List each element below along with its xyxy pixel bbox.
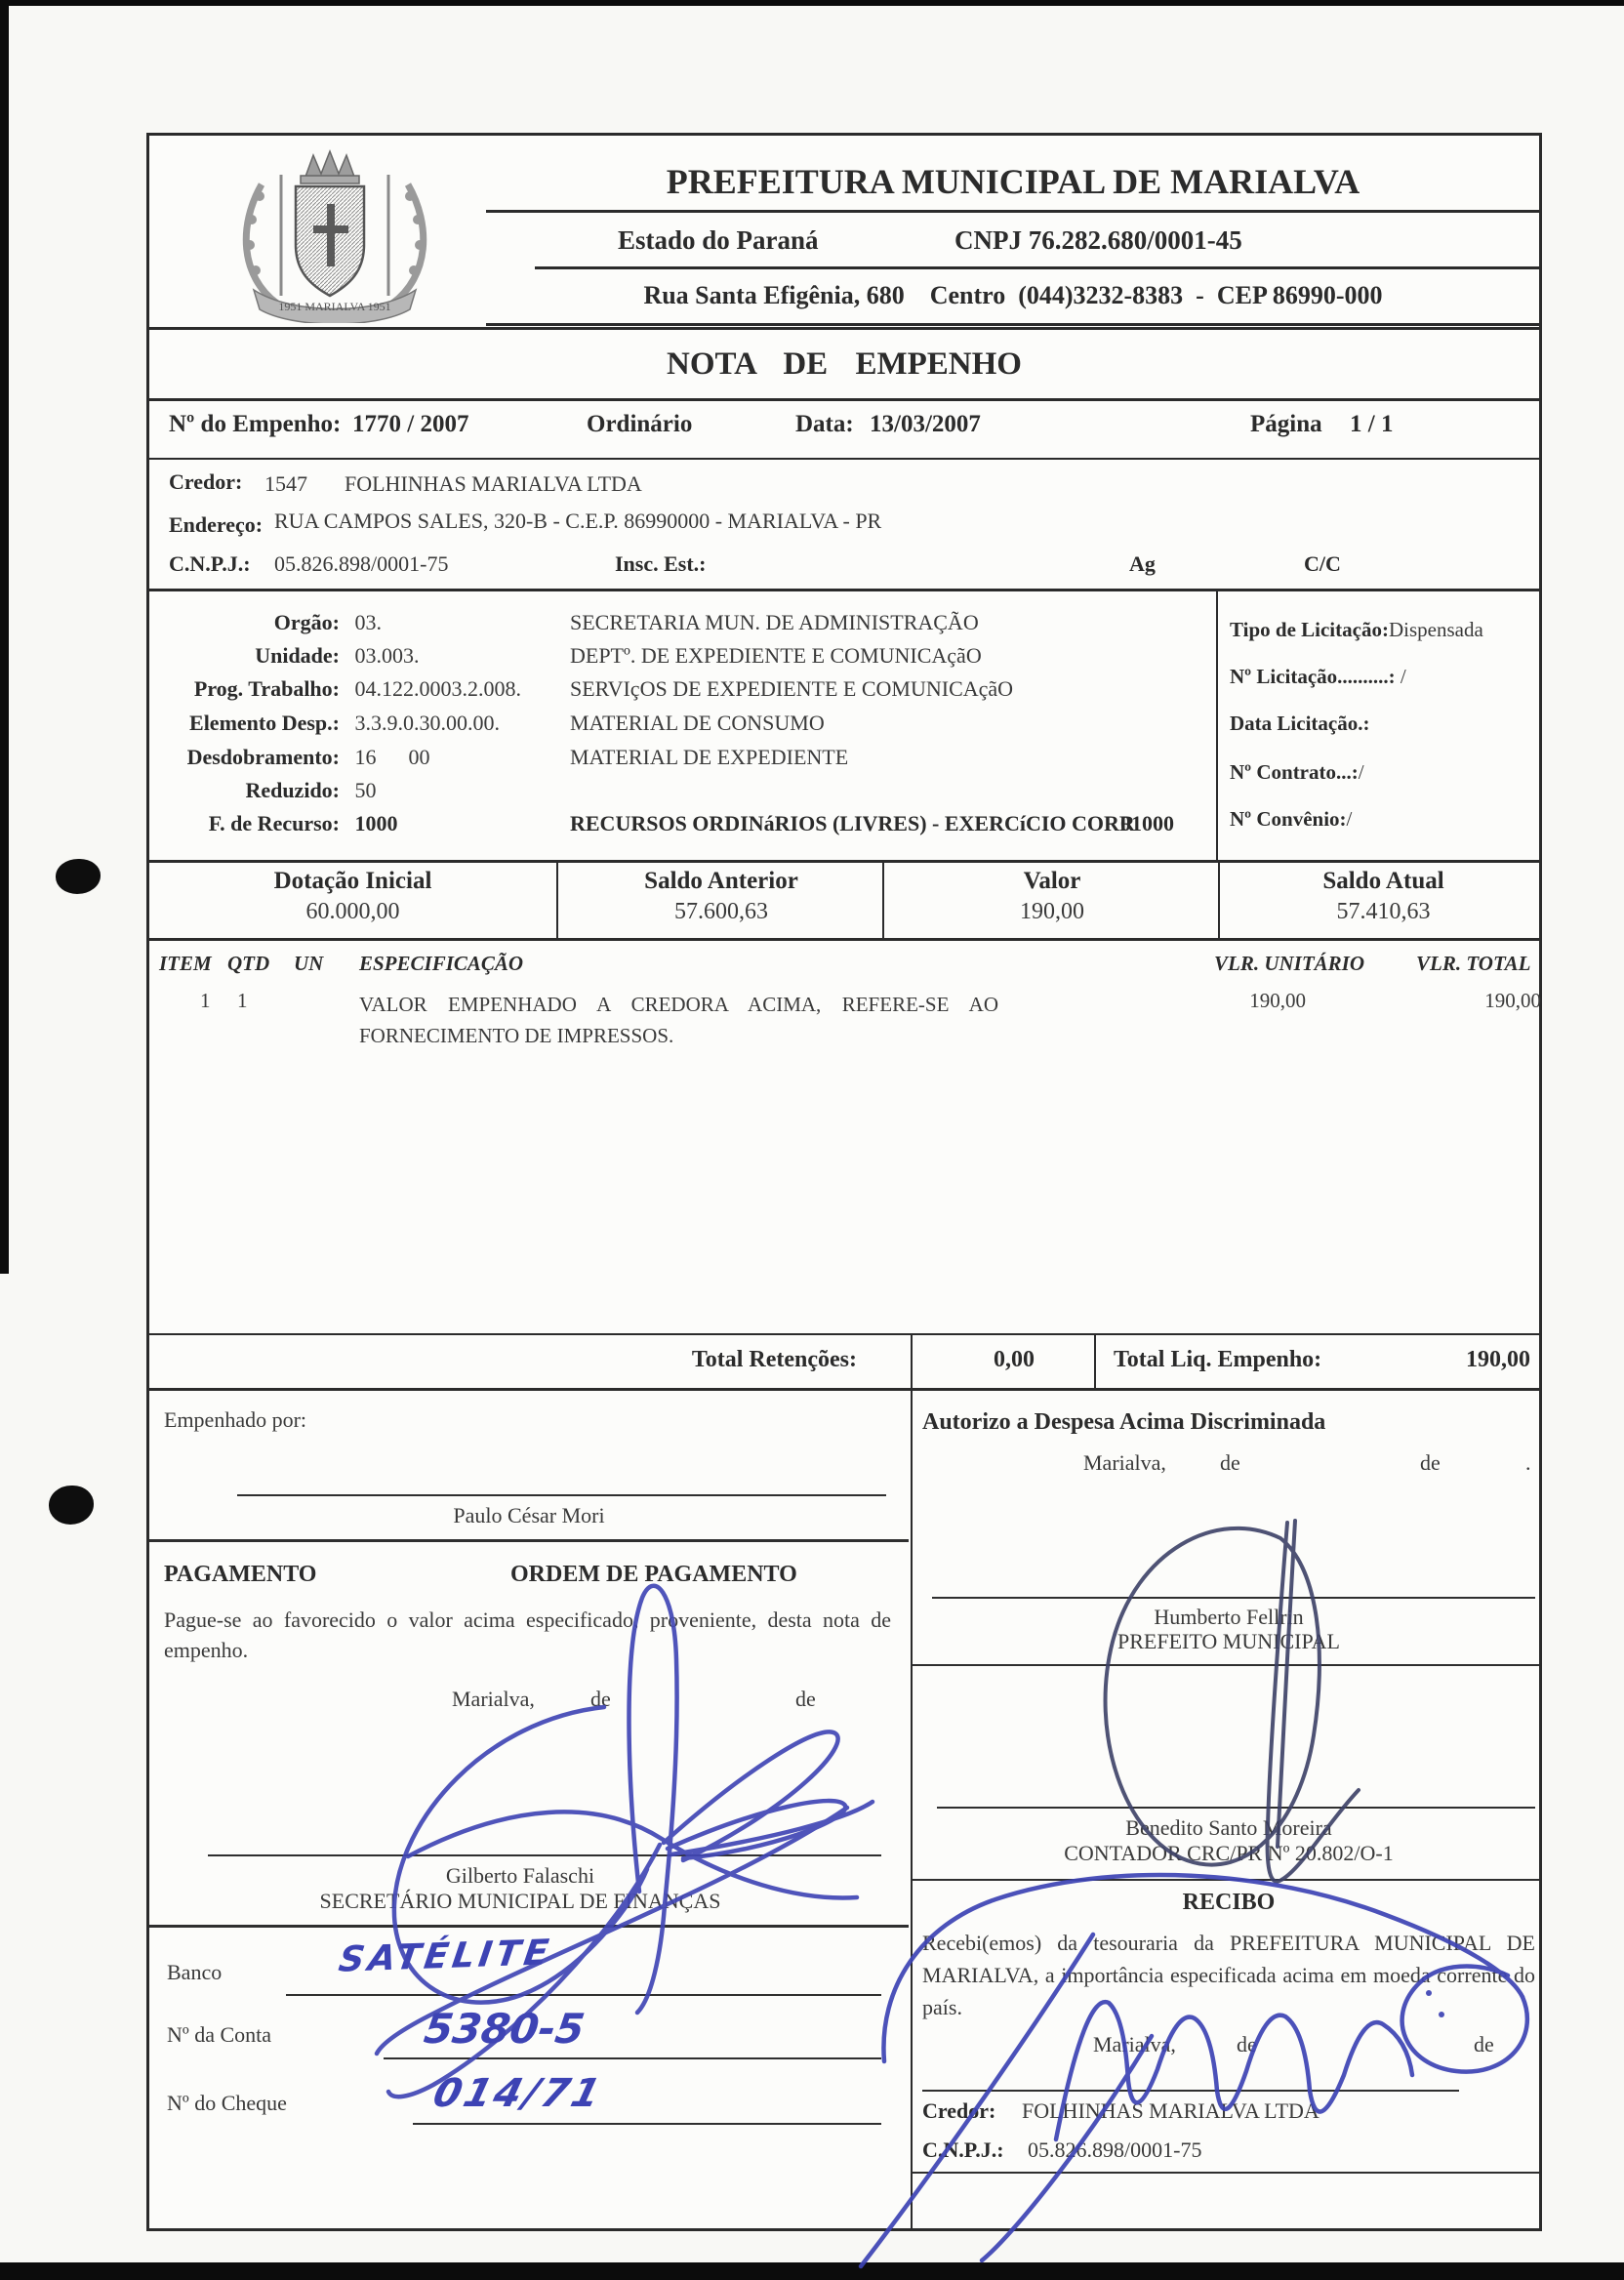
contador-signature-line — [937, 1807, 1535, 1809]
empenhado-signer-name: Paulo César Mori — [453, 1503, 605, 1527]
recurso-code: 1000 — [354, 811, 398, 835]
total-liq-value: 190,00 — [1466, 1347, 1530, 1372]
desdobramento-code: 16 00 — [354, 745, 430, 769]
licitacao-box — [1216, 589, 1545, 860]
qtd-header: QTD — [227, 952, 270, 975]
tipo-licitacao-row — [1230, 618, 1483, 642]
scan-edge-left — [0, 0, 9, 1274]
cheque-label: Nº do Cheque — [167, 2091, 287, 2115]
header-row-2 — [535, 212, 1540, 269]
row-unidade — [149, 641, 982, 671]
recibo-cnpj-value: 05.826.898/0001-75 — [1028, 2138, 1202, 2162]
unidade-label: Unidade: — [255, 643, 340, 668]
row-recurso — [149, 809, 1174, 838]
autorizo-period: . — [1525, 1450, 1531, 1475]
lower-area — [149, 1388, 1539, 2228]
prog-trabalho-code: 04.122.0003.2.008. — [354, 676, 521, 701]
orgao-desc: SECRETARIA MUN. DE ADMINISTRAÇÃO — [570, 610, 979, 634]
totais-divider-2 — [1094, 1333, 1096, 1388]
saldo-col-valor — [882, 860, 1220, 938]
recibo-credor-signature-line — [922, 2090, 1459, 2092]
banco-underline — [286, 1994, 881, 1996]
empenhado-por-label: Empenhado por: — [164, 1407, 307, 1432]
cnpj-field-label: C.N.P.J.: — [169, 551, 251, 576]
dotacao-inicial-value: 60.000,00 — [305, 899, 400, 924]
credor-band — [149, 458, 1539, 591]
right-column — [913, 1388, 1539, 2228]
saldo-anterior-header: Saldo Anterior — [644, 868, 798, 894]
row-reduzido — [149, 776, 565, 805]
doc-title: NOTA DE EMPENHO — [667, 346, 1022, 382]
state-label: Estado do Paraná — [618, 225, 819, 255]
classification-band — [149, 589, 1539, 863]
num-licitacao-value: / — [1400, 665, 1406, 688]
row-desdobramento — [149, 743, 848, 772]
recibo-credor-value: FOLHINHAS MARIALVA LTDA — [1022, 2098, 1320, 2123]
row-prog-trabalho — [149, 674, 1013, 704]
secretario-signature-line — [208, 1854, 881, 1856]
document-frame — [146, 133, 1542, 2231]
municipality-title: PREFEITURA MUNICIPAL DE MARIALVA — [486, 153, 1540, 213]
contador-signer-title: CONTADOR CRC/PR Nº 20.802/O-1 — [1064, 1841, 1394, 1865]
banco-handwritten-value: SATÉLITE — [336, 1933, 555, 1980]
cnpj-label: CNPJ 76.282.680/0001-45 — [954, 225, 1242, 255]
left-column — [149, 1388, 909, 2228]
empenho-data: 13/03/2007 — [870, 411, 981, 437]
valor-header: Valor — [1023, 868, 1081, 894]
prefeito-signer-name: Humberto Fellrin — [1154, 1605, 1304, 1629]
logo-banner-text: 1951 MARIALVA 1951 — [278, 300, 391, 313]
unidade-desc: DEPTº. DE EXPEDIENTE E COMUNICAçãO — [570, 643, 982, 668]
data-licitacao-row — [1230, 712, 1369, 736]
pagamento-de-1: de — [590, 1687, 611, 1711]
banco-label: Banco — [167, 1960, 223, 1984]
coat-of-arms-logo — [203, 147, 467, 323]
recibo-credor-label: Credor: — [922, 2098, 996, 2123]
item-header: ITEM — [159, 952, 212, 975]
vlr-unitario-header: VLR. UNITÁRIO — [1214, 952, 1365, 975]
dotacao-inicial-header: Dotação Inicial — [273, 868, 432, 894]
recibo-body-text: Recebi(emos) da tesouraria da PREFEITURA MUNICIPAL DE MARIALVA, a importância especificada acima em moeda corrente do país. — [922, 1931, 1535, 2019]
autorizo-title: Autorizo a Despesa Acima Discriminada — [922, 1409, 1326, 1435]
conta-label: Nº da Conta — [167, 2022, 272, 2047]
recurso-label: F. de Recurso: — [208, 811, 340, 835]
left-divider-1 — [149, 1539, 909, 1542]
convenio-label: Nº Convênio: — [1230, 807, 1347, 831]
item-vlr-unitario: 190,00 — [1249, 989, 1306, 1012]
orgao-code: 03. — [354, 610, 382, 634]
recibo-de-2: de — [1474, 2032, 1494, 2056]
conta-underline — [384, 2057, 881, 2059]
right-divider-2 — [913, 1879, 1539, 1881]
row-orgao — [149, 608, 979, 637]
item-vlr-total: 190,00 — [1484, 989, 1541, 1012]
itens-band — [149, 938, 1539, 1335]
address-line: Rua Santa Efigênia, 680 Centro (044)3232-8383 - CEP 86990-000 — [486, 268, 1540, 326]
item-number: 1 — [200, 989, 211, 1012]
saldo-atual-header: Saldo Atual — [1322, 868, 1444, 894]
recibo-de-1: de — [1237, 2032, 1257, 2056]
insc-est-label: Insc. Est.: — [615, 551, 707, 576]
secretario-signer-title: SECRETÁRIO MUNICIPAL DE FINANÇAS — [319, 1889, 721, 1913]
data-licitacao-label: Data Licitação.: — [1230, 712, 1370, 735]
contador-signer-name: Benedito Santo Moreira — [1125, 1815, 1332, 1840]
item-especificacao: VALOR EMPENHADO A CREDORA ACIMA, REFERE-SE AO FORNECIMENTO DE IMPRESSOS. — [359, 993, 998, 1047]
contrato-row — [1230, 760, 1364, 785]
cc-label: C/C — [1304, 551, 1341, 576]
recibo-title: RECIBO — [1182, 1890, 1276, 1915]
scan-edge-bottom — [0, 2262, 1624, 2280]
empenho-band — [149, 395, 1539, 460]
doc-title-band — [149, 327, 1539, 401]
row-elemento — [149, 709, 825, 738]
reduzido-code: 50 — [354, 778, 377, 802]
credor-nome: FOLHINHAS MARIALVA LTDA — [345, 471, 642, 496]
pagamento-city: Marialva, — [452, 1687, 535, 1711]
conta-handwritten-value: 5380-5 — [421, 2005, 589, 2053]
recurso-extra-code: 01000 — [1120, 811, 1174, 835]
credor-codigo: 1547 — [264, 471, 307, 496]
saldo-col-anterior — [556, 860, 884, 938]
totais-band — [149, 1333, 1539, 1391]
contrato-value: / — [1358, 760, 1364, 784]
cnpj-field-value: 05.826.898/0001-75 — [274, 551, 449, 576]
total-liq-label: Total Liq. Empenho: — [1114, 1347, 1322, 1372]
elemento-desc: MATERIAL DE CONSUMO — [570, 711, 825, 735]
num-licitacao-label: Nº Licitação..........: — [1230, 665, 1396, 688]
pagina-label: Página — [1250, 411, 1322, 437]
prefeito-signer-title: PREFEITO MUNICIPAL — [1117, 1629, 1340, 1653]
pagamento-body-text: Pague-se ao favorecido o valor acima especificado, proveniente, desta nota de empenho. — [164, 1608, 891, 1662]
secretario-signer-name: Gilberto Falaschi — [445, 1863, 595, 1888]
saldo-col-dotacao — [149, 860, 556, 938]
tipo-licitacao-label: Tipo de Licitação: — [1230, 618, 1389, 641]
credor-label: Credor: — [169, 469, 243, 494]
saldo-atual-value: 57.410,63 — [1336, 899, 1431, 924]
autorizo-de-1: de — [1220, 1450, 1240, 1475]
saldo-col-atual — [1218, 860, 1547, 938]
tipo-licitacao-value: Dispensada — [1388, 618, 1483, 641]
valor-value: 190,00 — [1020, 899, 1084, 924]
empenho-number-label: Nº do Empenho: — [169, 411, 342, 437]
empenhado-signature-line — [237, 1494, 886, 1496]
convenio-value: / — [1346, 807, 1353, 831]
ordem-pagamento-title: ORDEM DE PAGAMENTO — [510, 1562, 797, 1587]
empenho-number: 1770 / 2007 — [352, 411, 469, 437]
autorizo-city: Marialva, — [1083, 1450, 1166, 1475]
recibo-city: Marialva, — [1093, 2032, 1176, 2056]
recurso-desc: RECURSOS ORDINáRIOS (LIVRES) - EXERCíCIO CORR — [570, 811, 1135, 835]
orgao-label: Orgão: — [273, 610, 340, 634]
right-divider-1 — [913, 1664, 1539, 1666]
autorizo-de-2: de — [1420, 1450, 1441, 1475]
header-section — [149, 136, 1539, 327]
empenho-tipo: Ordinário — [587, 411, 693, 437]
especificacao-header: ESPECIFICAÇÃO — [359, 952, 524, 975]
pagamento-title: PAGAMENTO — [164, 1562, 317, 1587]
left-divider-2 — [149, 1925, 909, 1928]
elemento-label: Elemento Desp.: — [189, 711, 340, 735]
ag-label: Ag — [1129, 551, 1156, 576]
desdobramento-label: Desdobramento: — [186, 745, 340, 769]
unidade-code: 03.003. — [354, 643, 420, 668]
desdobramento-desc: MATERIAL DE EXPEDIENTE — [570, 745, 849, 769]
total-retencoes-value: 0,00 — [994, 1347, 1035, 1372]
saldos-band — [149, 860, 1539, 941]
prog-trabalho-label: Prog. Trabalho: — [193, 676, 340, 701]
elemento-code: 3.3.9.0.30.00.00. — [354, 711, 500, 735]
hole-punch-top — [56, 859, 101, 894]
prefeito-signature-line — [932, 1597, 1535, 1599]
reduzido-label: Reduzido: — [245, 778, 340, 802]
pagamento-de-2: de — [795, 1687, 816, 1711]
scan-edge-top — [0, 0, 1624, 6]
convenio-row — [1230, 807, 1352, 832]
vlr-total-header: VLR. TOTAL — [1416, 952, 1531, 975]
un-header: UN — [294, 952, 324, 975]
hole-punch-bottom — [49, 1486, 94, 1525]
item-qtd: 1 — [237, 989, 248, 1012]
empenho-data-label: Data: — [795, 411, 854, 437]
endereco-value: RUA CAMPOS SALES, 320-B - C.E.P. 86990000 - MARIALVA - PR — [274, 509, 882, 533]
right-box-bottom-border — [913, 2172, 1539, 2174]
recibo-cnpj-label: C.N.P.J.: — [922, 2138, 1004, 2162]
contrato-label: Nº Contrato...: — [1230, 760, 1359, 784]
cheque-underline — [413, 2123, 881, 2125]
num-licitacao-row — [1230, 665, 1406, 689]
total-retencoes-label: Total Retenções: — [691, 1347, 857, 1372]
prog-trabalho-desc: SERVIçOS DE EXPEDIENTE E COMUNICAçãO — [570, 676, 1014, 701]
pagina-value: 1 / 1 — [1350, 411, 1394, 437]
endereco-label: Endereço: — [169, 512, 264, 537]
saldo-anterior-value: 57.600,63 — [674, 899, 768, 924]
cheque-handwritten-value: 014/71 — [428, 2071, 608, 2116]
